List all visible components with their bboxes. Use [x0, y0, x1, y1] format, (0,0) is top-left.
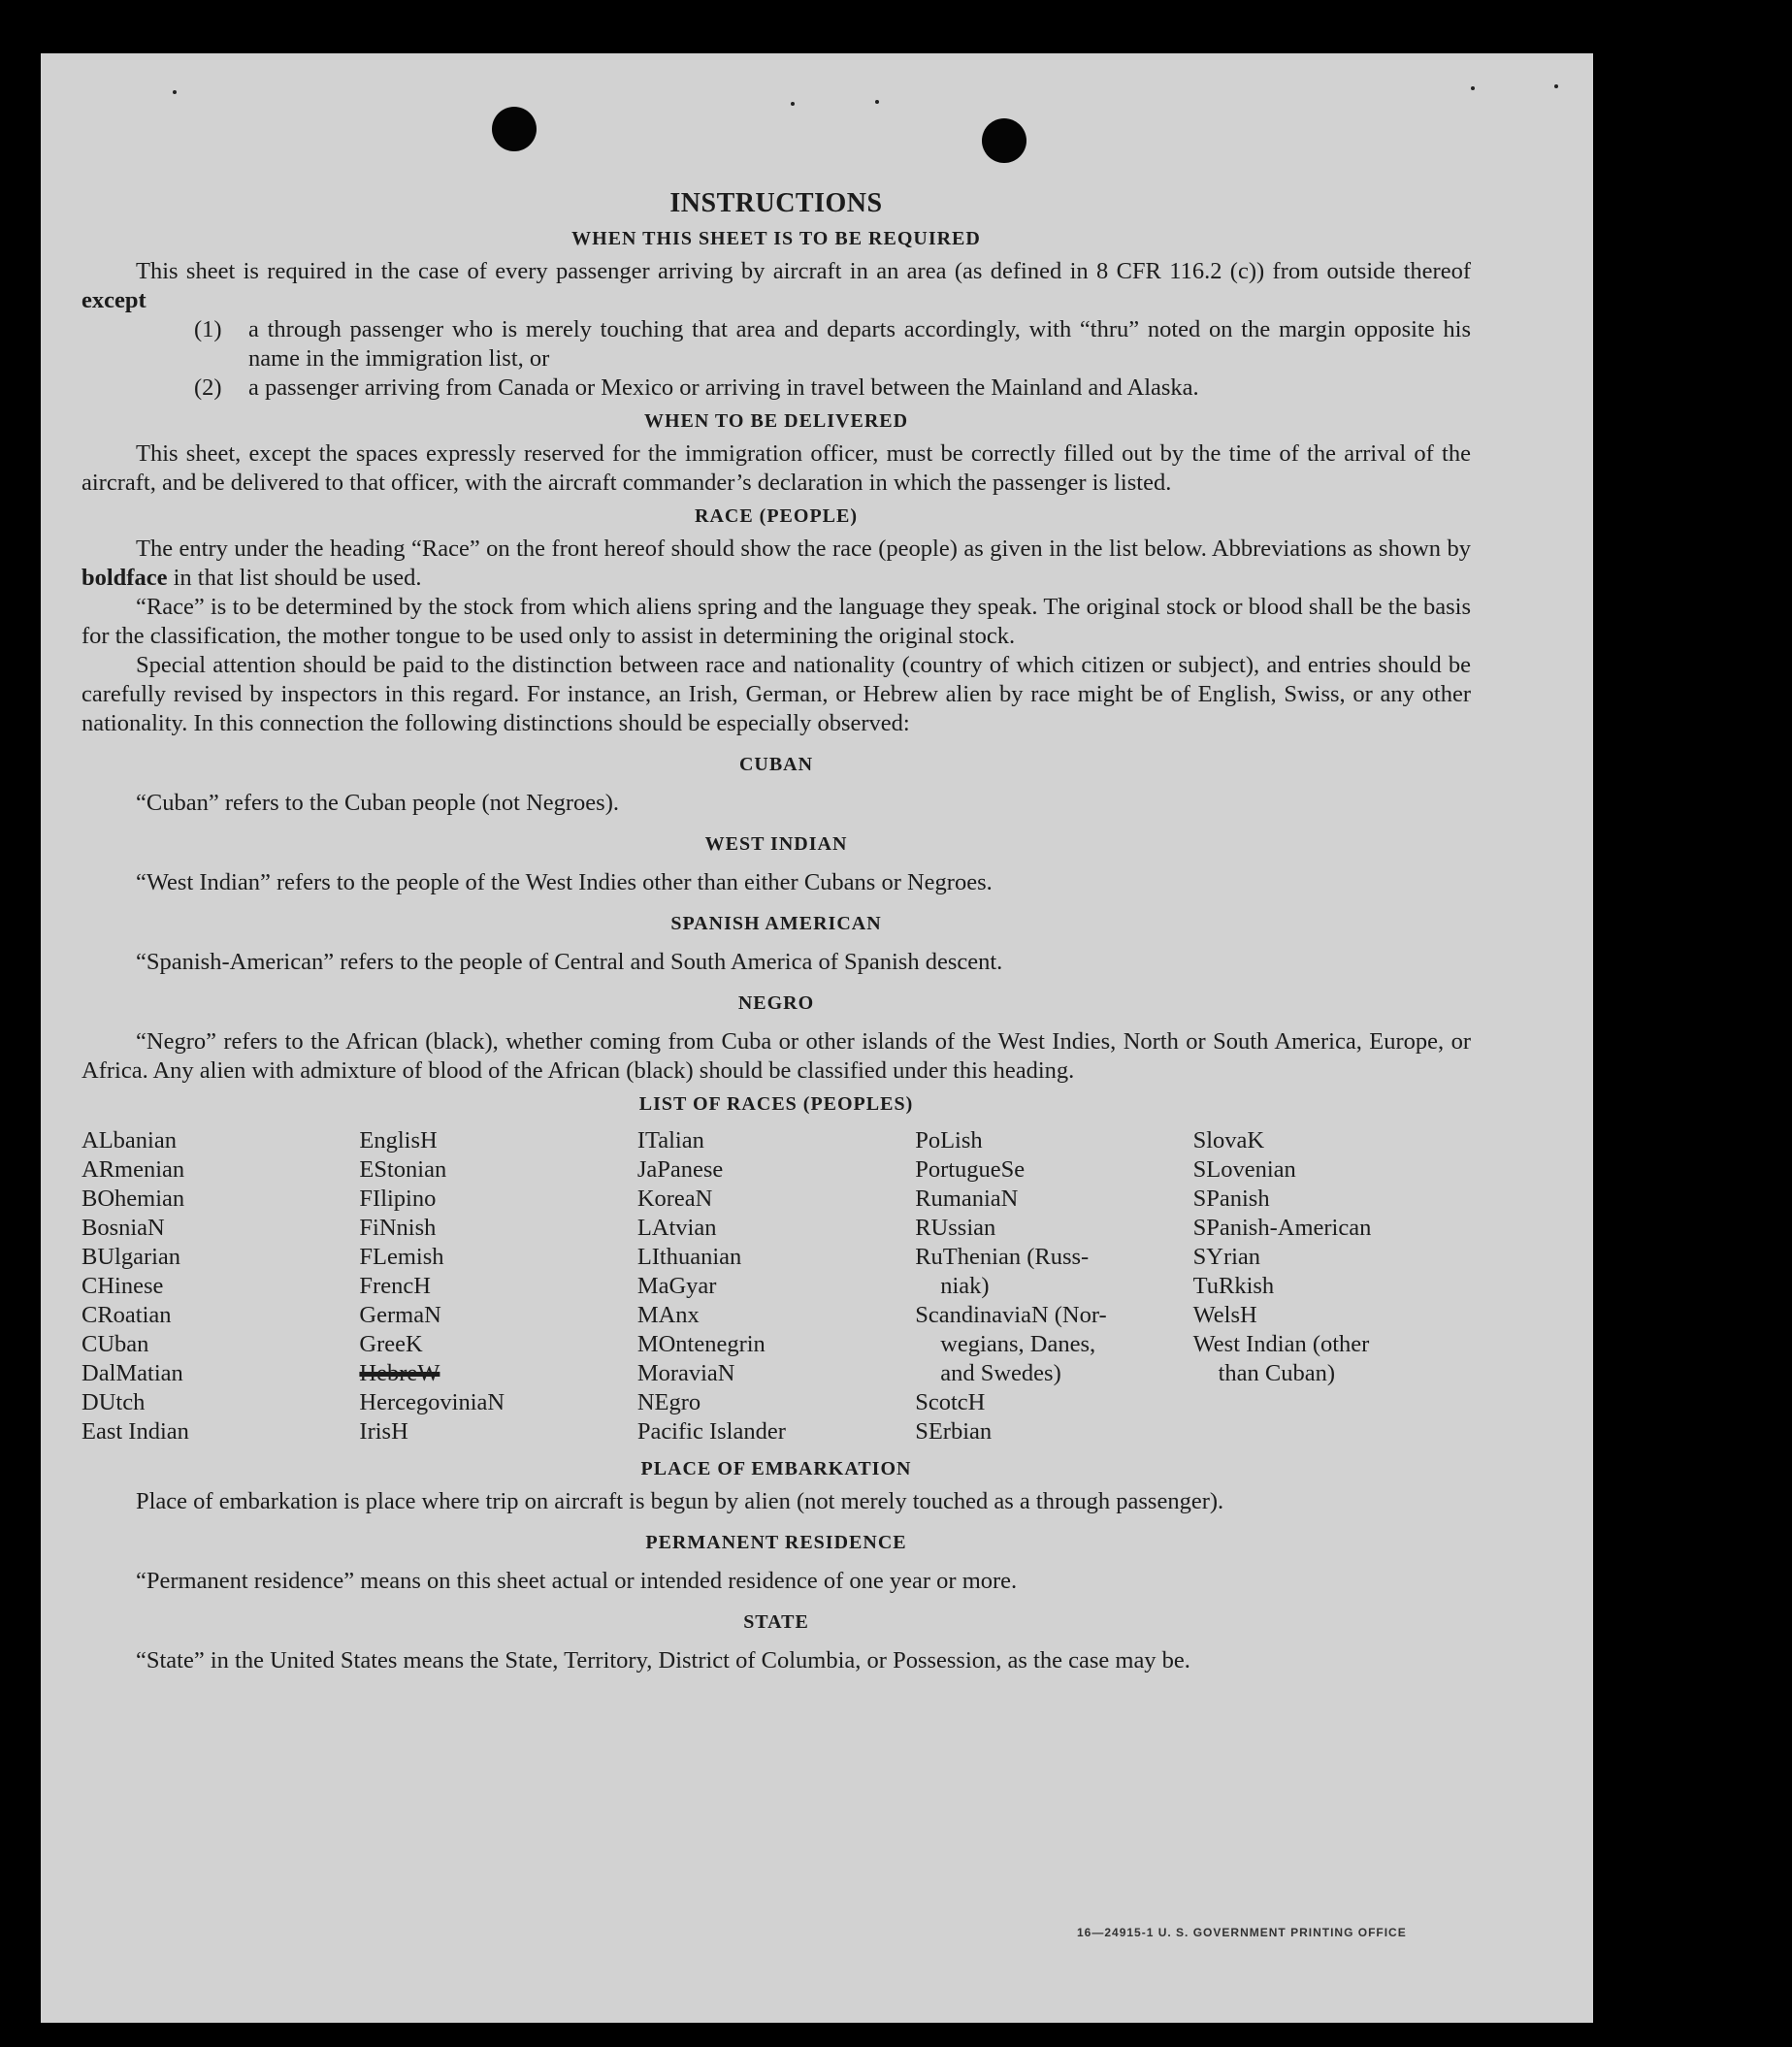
exception-item-2: [194, 374, 1471, 403]
spanish-american-text: “Spanish-American” refers to the people of Central and South America of Spanish descent.: [136, 949, 1003, 975]
race-entry: SLovenian: [1192, 1156, 1296, 1183]
west-indian-text: “West Indian” refers to the people of the West Indies other than either Cubans or Negroes.: [136, 869, 993, 895]
race-entry: SlovaK: [1192, 1127, 1265, 1153]
race-entry: ScotcH: [915, 1389, 986, 1415]
item-text: a passenger arriving from Canada or Mexico or arriving in travel between the Mainland and Alaska.: [248, 374, 1199, 401]
instructions-content: [81, 189, 1471, 1675]
races-column-3: [637, 1126, 915, 1446]
races-column-5: [1193, 1126, 1471, 1446]
speck: [875, 100, 879, 104]
race-entry: FIlipino: [359, 1186, 437, 1212]
race-entry: ScandinaviaN (Nor-: [915, 1302, 1107, 1328]
race-entry: MOntenegrin: [636, 1331, 766, 1357]
race-entry-struck: HebreW: [359, 1360, 440, 1386]
cuban-text: “Cuban” refers to the Cuban people (not Negroes).: [136, 790, 619, 816]
race-entry-continued: niak): [940, 1273, 990, 1299]
section-heading-negro: NEGRO: [737, 992, 815, 1014]
section-heading-races-list: LIST OF RACES (PEOPLES): [638, 1093, 914, 1115]
races-column-1: [81, 1126, 359, 1446]
race-entry: MAnx: [636, 1302, 700, 1328]
race-entry: DUtch: [81, 1389, 146, 1415]
race-p1-bold: boldface: [81, 565, 168, 591]
intro-text: This sheet is required in the case of every passenger arriving by aircraft in an area (as defined in 8 CFR 116.2 (c)) from outside thereof: [136, 258, 1471, 284]
race-entry: WelsH: [1192, 1302, 1257, 1328]
race-entry: East Indian: [81, 1418, 189, 1445]
document-sheet: [41, 53, 1593, 2023]
race-entry: RuThenian (Russ-: [915, 1244, 1090, 1270]
race-entry: SErbian: [915, 1418, 993, 1445]
speck: [791, 102, 795, 106]
races-column-4: [915, 1126, 1192, 1446]
race-entry-continued: than Cuban): [1218, 1360, 1336, 1386]
race-entry: ITalian: [636, 1127, 704, 1153]
race-entry: DalMatian: [81, 1360, 183, 1386]
section-heading-when-delivered: WHEN TO BE DELIVERED: [643, 410, 909, 432]
race-entry: BOhemian: [81, 1186, 185, 1212]
race-entry: JaPanese: [636, 1156, 724, 1183]
section-heading-state: STATE: [743, 1611, 809, 1633]
race-entry: KoreaN: [636, 1186, 713, 1212]
item-number: (2): [194, 374, 222, 401]
race-entry: FiNnish: [359, 1215, 437, 1241]
race-entry: PoLish: [915, 1127, 983, 1153]
race-entry: SPanish-American: [1192, 1215, 1372, 1241]
section-heading-residence: PERMANENT RESIDENCE: [645, 1532, 907, 1553]
race-entry: West Indian (other: [1192, 1331, 1370, 1357]
speck: [173, 90, 177, 94]
race-entry: GermaN: [359, 1302, 441, 1328]
state-text: “State” in the United States means the State, Territory, District of Columbia, or Possession, as the case may be.: [136, 1647, 1190, 1673]
page-title: INSTRUCTIONS: [669, 188, 883, 218]
race-entry: RumaniaN: [915, 1186, 1019, 1212]
race-paragraph-2: “Race” is to be determined by the stock from which aliens spring and the language they speak. The original stock or blood shall be the basis for the classification, the mother tongue to be used only to assist in determining the original stock.: [81, 594, 1471, 649]
race-entry: FLemish: [359, 1244, 444, 1270]
race-entry: FrencH: [359, 1273, 431, 1299]
race-entry: ALbanian: [81, 1127, 177, 1153]
race-entry: PortugueSe: [915, 1156, 1026, 1183]
race-entry-continued: wegians, Danes,: [940, 1331, 1096, 1357]
race-entry: LAtvian: [636, 1215, 717, 1241]
race-entry: MaGyar: [636, 1273, 717, 1299]
section-heading-race: RACE (PEOPLE): [695, 505, 858, 527]
race-entry: CRoatian: [81, 1302, 172, 1328]
race-entry: ARmenian: [81, 1156, 185, 1183]
speck: [1471, 86, 1475, 90]
race-paragraph-3: Special attention should be paid to the distinction between race and nationality (country of which citizen or subject), and entries should be carefully revised by inspectors in this regard. For instance, an Irish, German, or Hebrew alien by race might be of English, Swiss, or any other nationality. In this connection the following distinctions should be especially observed:: [81, 652, 1471, 736]
race-entry: EStonian: [359, 1156, 447, 1183]
punch-hole-left: [492, 107, 537, 151]
embarkation-text: Place of embarkation is place where trip on aircraft is begun by alien (not merely touched as a through passenger).: [136, 1488, 1224, 1514]
speck: [1554, 84, 1558, 88]
races-column-2: [359, 1126, 636, 1446]
race-p1-before: The entry under the heading “Race” on the front hereof should show the race (people) as given in the list below. Abbreviations as shown by: [136, 536, 1471, 562]
race-entry: NEgro: [636, 1389, 701, 1415]
race-entry: SPanish: [1192, 1186, 1270, 1212]
residence-text: “Permanent residence” means on this sheet actual or intended residence of one year or more.: [136, 1568, 1018, 1594]
race-entry: LIthuanian: [636, 1244, 742, 1270]
race-entry: SYrian: [1192, 1244, 1261, 1270]
when-required-intro: [81, 257, 1471, 315]
intro-bold: except: [81, 287, 147, 313]
race-entry: EnglisH: [359, 1127, 438, 1153]
race-paragraph-1: [81, 535, 1471, 593]
negro-text: “Negro” refers to the African (black), whether coming from Cuba or other islands of the West Indies, North or South America, Europe, or Africa. Any alien with admixture of blood of the African (black) should be classified under this heading.: [81, 1028, 1471, 1084]
race-p1-after: in that list should be used.: [167, 565, 422, 591]
races-list: [81, 1126, 1471, 1446]
race-entry: BosniaN: [81, 1215, 165, 1241]
section-heading-cuban: CUBAN: [738, 754, 814, 775]
race-entry: RUssian: [915, 1215, 996, 1241]
item-number: (1): [194, 316, 222, 342]
race-entry-continued: and Swedes): [940, 1360, 1061, 1386]
section-heading-when-required: WHEN THIS SHEET IS TO BE REQUIRED: [571, 228, 981, 249]
printing-office-code: 16—24915-1 U. S. GOVERNMENT PRINTING OFFICE: [1077, 1926, 1407, 1939]
race-entry: CUban: [81, 1331, 149, 1357]
punch-hole-right: [982, 118, 1026, 163]
race-entry: BUlgarian: [81, 1244, 181, 1270]
race-entry: CHinese: [81, 1273, 164, 1299]
when-delivered-text: This sheet, except the spaces expressly reserved for the immigration officer, must be correctly filled out by the time of the arrival of the aircraft, and be delivered to that officer, with the aircraft commander’s declaration in which the passenger is listed.: [81, 440, 1471, 496]
section-heading-spanish-american: SPANISH AMERICAN: [670, 913, 882, 934]
item-text: a through passenger who is merely touching that area and departs accordingly, with “thru” noted on the margin opposite his name in the immigration list, or: [248, 316, 1471, 372]
race-entry: TuRkish: [1192, 1273, 1275, 1299]
race-entry: GreeK: [359, 1331, 423, 1357]
exception-item-1: [194, 315, 1471, 374]
race-entry: IrisH: [359, 1418, 408, 1445]
race-entry: Pacific Islander: [636, 1418, 786, 1445]
race-entry: HercegoviniaN: [359, 1389, 505, 1415]
race-entry: MoraviaN: [636, 1360, 735, 1386]
section-heading-west-indian: WEST INDIAN: [704, 833, 848, 855]
section-heading-embarkation: PLACE OF EMBARKATION: [640, 1458, 912, 1479]
